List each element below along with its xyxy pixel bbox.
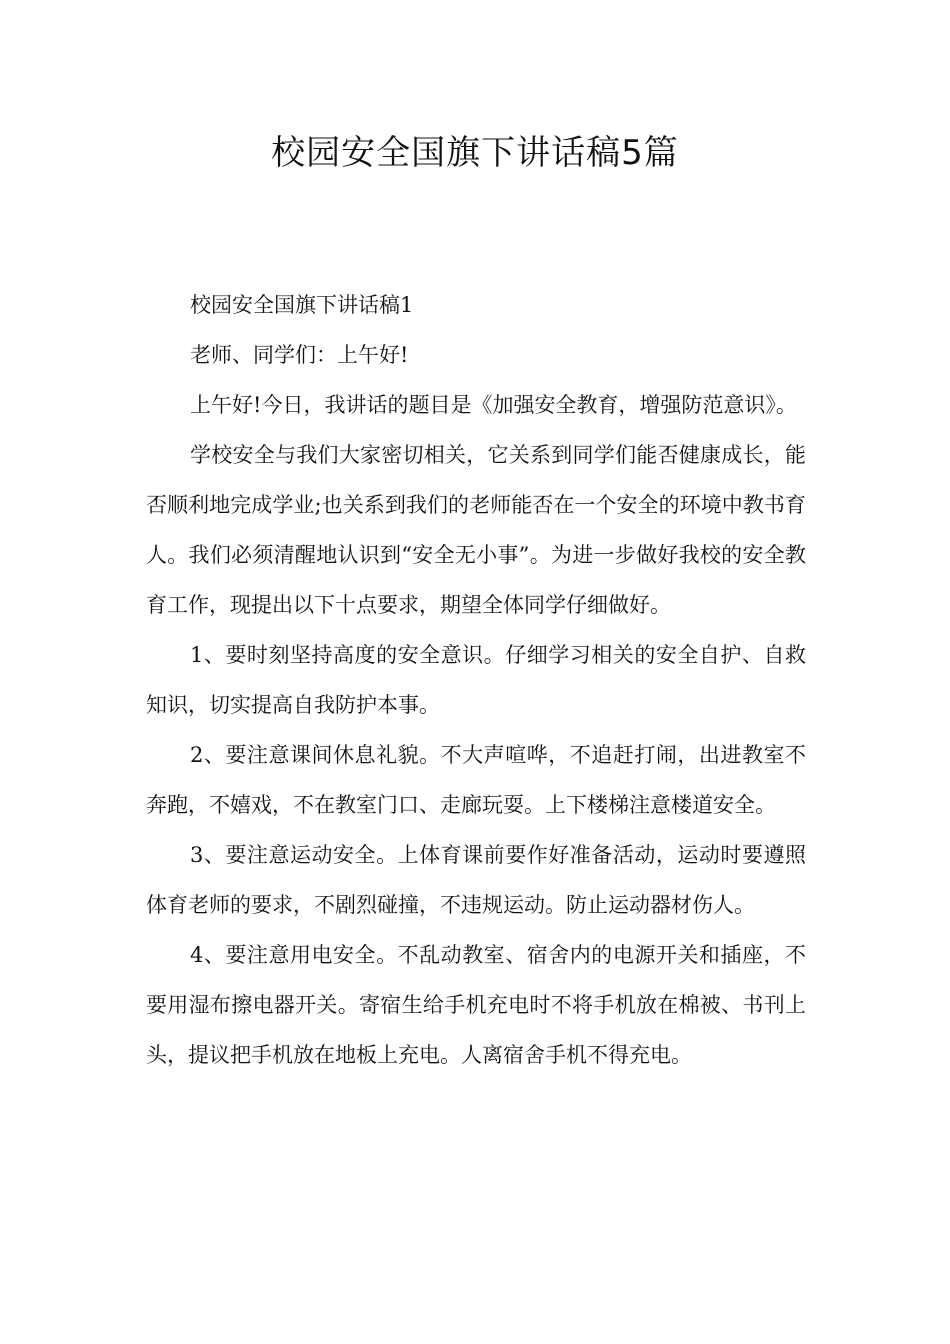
body-paragraph: 学校安全与我们大家密切相关，它关系到同学们能否健康成长，能否顺利地完成学业;也关系到我们的老师能否在一个安全的环境中教书育人。我们必须清醒地认识到“安全无小事”。为进一步做好我校的安全教育工作，现提出以下十点要求，期望全体同学仔细做好。 bbox=[146, 443, 806, 617]
list-item-1: 1、要时刻坚持高度的安全意识。仔细学习相关的安全自护、自救知识，切实提高自我防护本事。 bbox=[146, 643, 806, 717]
greeting-paragraph: 老师、同学们：上午好! bbox=[190, 343, 409, 367]
list-item-3: 3、要注意运动安全。上体育课前要作好准备活动，运动时要遵照体育老师的要求，不剧烈碰撞，不违规运动。防止运动器材伤人。 bbox=[146, 843, 806, 917]
list-item-4: 4、要注意用电安全。不乱动教室、宿舍内的电源开关和插座，不要用湿布擦电器开关。寄宿生给手机充电时不将手机放在棉被、书刊上头，提议把手机放在地板上充电。人离宿舍手机不得充电。 bbox=[146, 943, 806, 1067]
intro-paragraph: 上午好!今日，我讲话的题目是《加强安全教育，增强防范意识》。 bbox=[190, 393, 797, 417]
document-body bbox=[146, 280, 806, 1080]
list-item-2: 2、要注意课间休息礼貌。不大声喧哗，不追赶打闹，出进教室不奔跑，不嬉戏，不在教室门口、走廊玩耍。上下楼梯注意楼道安全。 bbox=[146, 743, 806, 817]
page-title: 校园安全国旗下讲话稿5篇 bbox=[271, 133, 679, 173]
section-heading: 校园安全国旗下讲话稿1 bbox=[190, 293, 414, 317]
